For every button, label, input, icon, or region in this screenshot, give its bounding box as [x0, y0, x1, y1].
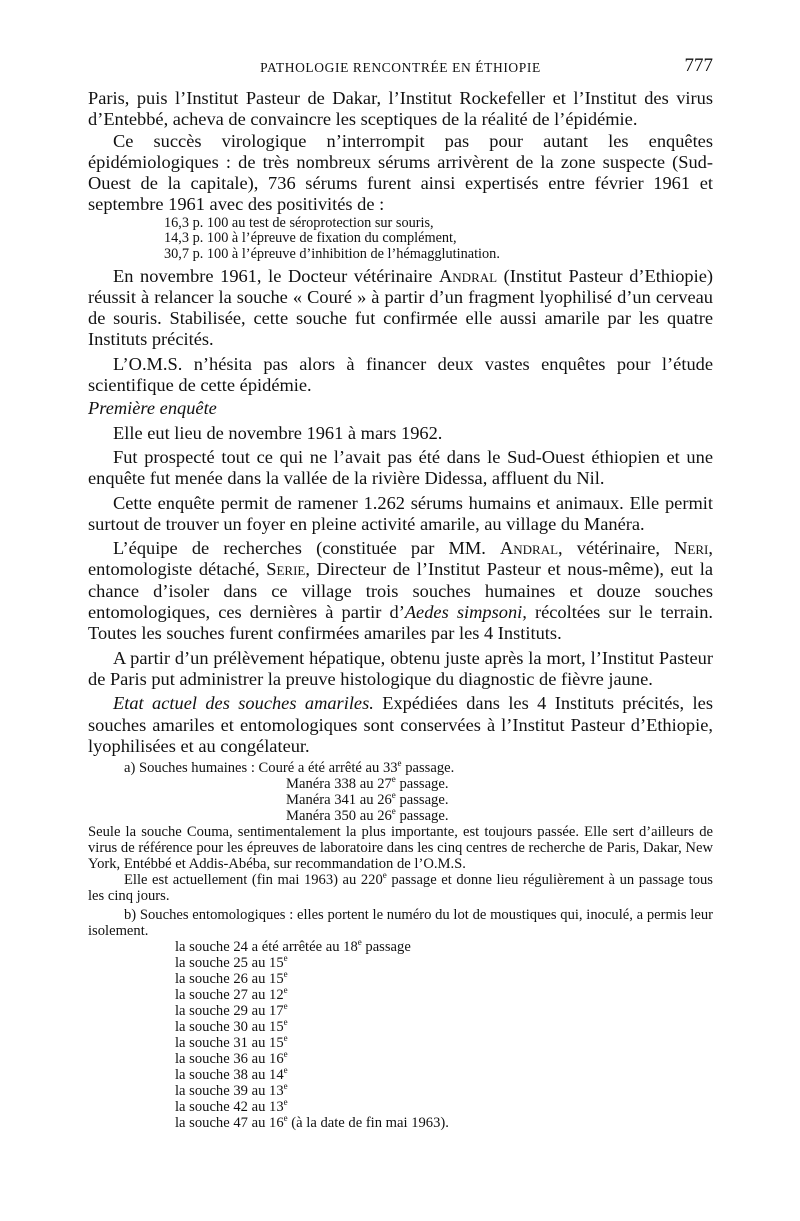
positivity-item: 16,3 p. 100 au test de séroprotection sur souris, [164, 214, 434, 231]
souche-line: la souche 24 a été arrêtée au 18e passage [175, 937, 411, 956]
positivity-item: 30,7 p. 100 à l’épreuve d’inhibition de l’hémagglutination. [164, 245, 500, 262]
souche-line: la souche 42 au 13e [175, 1097, 288, 1116]
page-number: 777 [684, 55, 713, 76]
author-name: Andral [439, 265, 498, 286]
paragraph-6: Fut prospecté tout ce qui ne l’avait pas été dans le Sud-Ouest éthiopien et une enquête fut menée dans la vallée de la rivière Didessa, affluent du Nil. [88, 446, 713, 489]
souche-line: Manéra 341 au 26e passage. [286, 790, 449, 809]
section-heading: Première enquête [88, 398, 217, 419]
souche-line: la souche 39 au 13e [175, 1081, 288, 1100]
souche-line: la souche 29 au 17e [175, 1001, 288, 1020]
positivity-item: 14,3 p. 100 à l’épreuve de fixation du complément, [164, 230, 457, 247]
souche-line: la souche 31 au 15e [175, 1033, 288, 1052]
couma-status: Elle est actuellement (fin mai 1963) au 220e passage et donne lieu régulièrement à un passage tous les cinq jours. [88, 870, 713, 905]
paragraph-10: Etat actuel des souches amariles. Expédiées dans les 4 Instituts précités, les souches amariles et entomologiques sont conservées à l’Institut Pasteur d’Ethiopie, lyophilisées et au congélateur. [88, 693, 713, 756]
souche-line: la souche 27 au 12e [175, 985, 288, 1004]
souche-line: la souche 25 au 15e [175, 953, 288, 972]
species-name: Aedes simpsoni, [404, 602, 527, 623]
paragraph-4: L’O.M.S. n’hésita pas alors à financer deux vastes enquêtes pour l’étude scientifique de cette épidémie. [88, 353, 713, 396]
paragraph-9: A partir d’un prélèvement hépatique, obtenu juste après la mort, l’Institut Pasteur de Paris put administrer la preuve histologique du diagnostic de fièvre jaune. [88, 647, 713, 689]
souche-line: la souche 38 au 14e [175, 1065, 288, 1084]
souche-line: la souche 30 au 15e [175, 1017, 288, 1036]
running-header [88, 55, 713, 82]
author-name: Serie [266, 559, 306, 580]
article-body [88, 88, 713, 1131]
souches-entomologiques-list [175, 939, 713, 1131]
running-title: PATHOLOGIE RENCONTRÉE EN ÉTHIOPIE [260, 60, 541, 75]
souches-entomologiques-intro: b) Souches entomologiques : elles portent le numéro du lot de moustiques qui, inoculé, a permis leur isolement. [88, 907, 713, 940]
author-name: Neri [674, 538, 709, 559]
souche-line: la souche 36 au 16e [175, 1049, 288, 1068]
author-name: Andral [499, 538, 559, 559]
inline-heading: Etat actuel des souches amariles. [113, 693, 374, 714]
paragraph-7: Cette enquête permit de ramener 1.262 sérums humains et animaux. Elle permit surtout de trouver un foyer en pleine activité amarile, au village du Manéra. [88, 492, 713, 534]
souches-humaines-block [88, 760, 713, 824]
paragraph-8: L’équipe de recherches (constituée par MM. Andral, vétérinaire, Neri, entomologiste détaché, Serie, Directeur de l’Institut Pasteur et nous-même), eut la chance d’isoler dans ce village trois souches humaines et douze souches entomologiques, ces dernières à partir d’Aedes simpsoni, récoltées sur le terrain. Toutes les souches furent confirmées amariles par les 4 Instituts. [88, 538, 713, 644]
paragraph-3: En novembre 1961, le Docteur vétérinaire Andral (Institut Pasteur d’Ethiopie) réussit à relancer la souche « Couré » à partir d’un fragment lyophilisé d’un cerveau de souris. Stabilisée, cette souche fut confirmée elle aussi amarile par les quatre Instituts précités. [88, 265, 713, 350]
couma-note: Seule la souche Couma, sentimentalement la plus importante, est toujours passée. Elle sert d’ailleurs de virus de référence pour les épreuves de laboratoire dans les cinq centres de recherche de Paris, Dakar, New York, Entébbé et Addis-Abéba, sur recommandation de l’O.M.S. [88, 824, 713, 873]
paragraph-5: Elle eut lieu de novembre 1961 à mars 1962. [113, 422, 443, 443]
souche-line: la souche 47 au 16e (à la date de fin mai 1963). [175, 1113, 449, 1132]
positivity-list [164, 216, 713, 263]
paragraph-2: Ce succès virologique n’interrompit pas pour autant les enquêtes épidémiologiques : de très nombreux sérums arrivèrent de la zone suspecte (Sud-Ouest de la capitale), 736 sérums furent ainsi expertisés entre février 1961 et septembre 1961 avec des positivités de : [88, 130, 713, 215]
souche-line: Manéra 350 au 26e passage. [286, 806, 449, 825]
paragraph-1: Paris, puis l’Institut Pasteur de Dakar, l’Institut Rockefeller et l’Institut des virus d’Entebbé, acheva de convaincre les sceptiques de la réalité de l’épidémie. [88, 88, 713, 130]
souche-line: la souche 26 au 15e [175, 969, 288, 988]
souches-humaines-intro: a) Souches humaines : Couré a été arrêté au 33e passage. [124, 758, 455, 777]
souche-line: Manéra 338 au 27e passage. [286, 774, 449, 793]
